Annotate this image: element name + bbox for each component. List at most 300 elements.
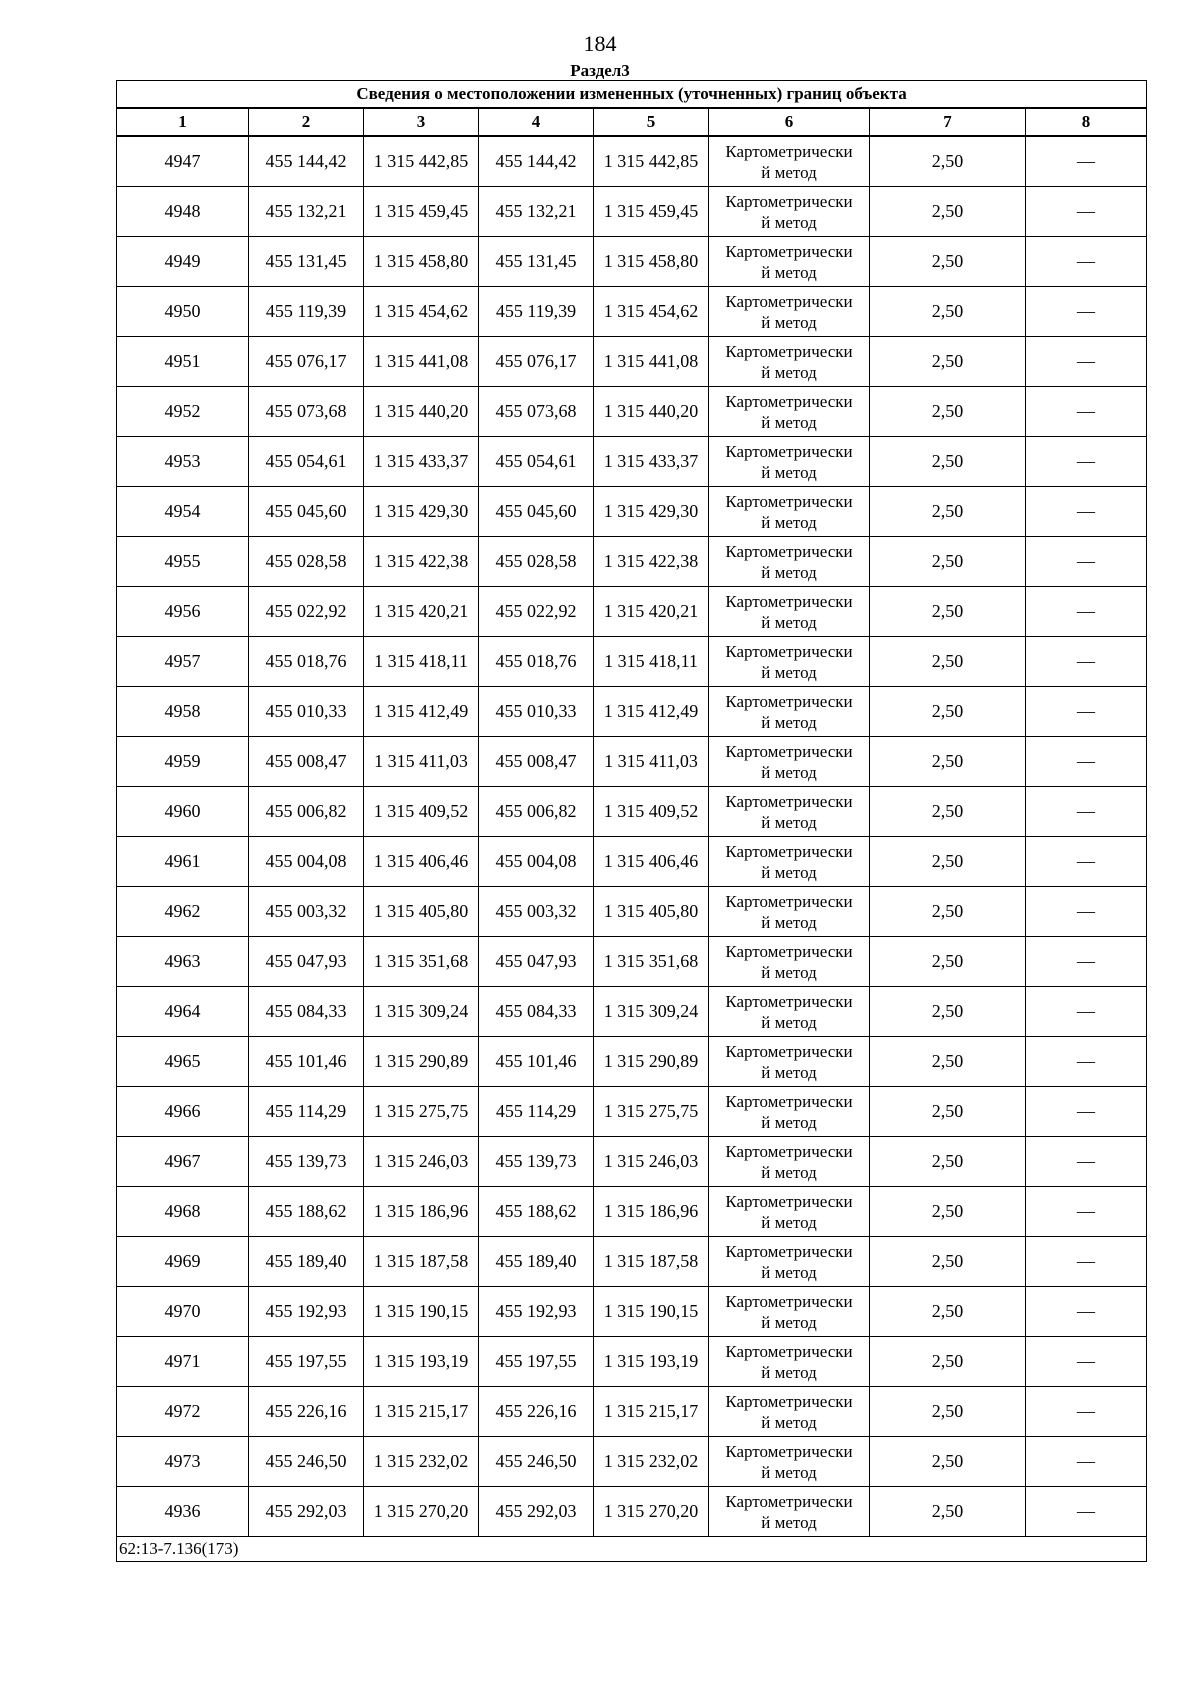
coord-x-old-cell: 455 131,45 [249, 237, 364, 287]
coord-y-old-cell: 1 315 420,21 [364, 587, 479, 637]
accuracy-cell: 2,50 [870, 887, 1026, 937]
coord-y-new-cell: 1 315 215,17 [594, 1387, 709, 1437]
point-number-cell: 4965 [117, 1037, 249, 1087]
page-number: 184 [583, 31, 617, 56]
method-line-2: й метод [761, 262, 817, 282]
table-row [117, 1037, 1147, 1087]
coord-x-new-cell: 455 139,73 [479, 1137, 594, 1187]
method-line-2: й метод [761, 1462, 817, 1482]
table-row [117, 737, 1147, 787]
table-caption: Сведения о местоположении измененных (уточненных) границ объекта [117, 81, 1147, 109]
coord-x-old-cell: 455 018,76 [249, 637, 364, 687]
column-header-6: 6 [709, 108, 870, 136]
description-cell: — [1026, 387, 1147, 437]
table-row [117, 1287, 1147, 1337]
coord-y-old-cell: 1 315 442,85 [364, 136, 479, 187]
method-line-1: Картометрически [725, 441, 853, 461]
point-number-cell: 4964 [117, 987, 249, 1037]
coord-x-new-cell: 455 144,42 [479, 136, 594, 187]
method-cell [709, 787, 870, 837]
method-line-2: й метод [761, 562, 817, 582]
method-cell [709, 437, 870, 487]
section-title: Раздел3 [570, 61, 630, 80]
method-cell [709, 1437, 870, 1487]
method-line-1: Картометрически [725, 891, 853, 911]
method-cell [709, 387, 870, 437]
accuracy-cell: 2,50 [870, 837, 1026, 887]
column-header-2: 2 [249, 108, 364, 136]
description-cell: — [1026, 937, 1147, 987]
method-line-2: й метод [761, 962, 817, 982]
description-cell: — [1026, 537, 1147, 587]
coord-x-old-cell: 455 246,50 [249, 1437, 364, 1487]
coord-y-new-cell: 1 315 459,45 [594, 187, 709, 237]
coord-y-old-cell: 1 315 405,80 [364, 887, 479, 937]
coord-x-new-cell: 455 226,16 [479, 1387, 594, 1437]
coord-y-new-cell: 1 315 454,62 [594, 287, 709, 337]
coord-y-old-cell: 1 315 422,38 [364, 537, 479, 587]
coord-y-new-cell: 1 315 190,15 [594, 1287, 709, 1337]
coord-y-old-cell: 1 315 409,52 [364, 787, 479, 837]
method-line-1: Картометрически [725, 1141, 853, 1161]
coord-y-new-cell: 1 315 193,19 [594, 1337, 709, 1387]
table-row [117, 787, 1147, 837]
description-cell: — [1026, 837, 1147, 887]
footer-note: 62:13-7.136(173) [117, 1537, 1147, 1562]
description-cell: — [1026, 237, 1147, 287]
method-cell [709, 487, 870, 537]
coord-y-old-cell: 1 315 412,49 [364, 687, 479, 737]
coord-y-new-cell: 1 315 411,03 [594, 737, 709, 787]
method-line-2: й метод [761, 462, 817, 482]
coord-y-old-cell: 1 315 440,20 [364, 387, 479, 437]
method-line-2: й метод [761, 312, 817, 332]
point-number-cell: 4971 [117, 1337, 249, 1387]
method-line-1: Картометрически [725, 1441, 853, 1461]
coord-y-new-cell: 1 315 406,46 [594, 837, 709, 887]
table-row [117, 1387, 1147, 1437]
coord-x-old-cell: 455 114,29 [249, 1087, 364, 1137]
description-cell: — [1026, 637, 1147, 687]
coord-y-old-cell: 1 315 406,46 [364, 837, 479, 887]
accuracy-cell: 2,50 [870, 437, 1026, 487]
coord-x-old-cell: 455 028,58 [249, 537, 364, 587]
point-number-cell: 4957 [117, 637, 249, 687]
method-line-1: Картометрически [725, 1191, 853, 1211]
coord-y-old-cell: 1 315 275,75 [364, 1087, 479, 1137]
coord-y-new-cell: 1 315 441,08 [594, 337, 709, 387]
coord-x-new-cell: 455 045,60 [479, 487, 594, 537]
table-row [117, 1437, 1147, 1487]
coord-y-new-cell: 1 315 429,30 [594, 487, 709, 537]
point-number-cell: 4959 [117, 737, 249, 787]
point-number-cell: 4968 [117, 1187, 249, 1237]
coord-x-old-cell: 455 084,33 [249, 987, 364, 1037]
method-cell [709, 637, 870, 687]
description-cell: — [1026, 1087, 1147, 1137]
coord-x-old-cell: 455 101,46 [249, 1037, 364, 1087]
accuracy-cell: 2,50 [870, 1487, 1026, 1537]
point-number-cell: 4950 [117, 287, 249, 337]
coord-x-new-cell: 455 008,47 [479, 737, 594, 787]
description-cell: — [1026, 1487, 1147, 1537]
method-cell [709, 687, 870, 737]
method-line-2: й метод [761, 1312, 817, 1332]
method-line-1: Картометрически [725, 1341, 853, 1361]
coord-y-old-cell: 1 315 246,03 [364, 1137, 479, 1187]
coord-y-new-cell: 1 315 275,75 [594, 1087, 709, 1137]
coordinates-table [116, 80, 1147, 1562]
method-line-2: й метод [761, 862, 817, 882]
method-line-2: й метод [761, 412, 817, 432]
accuracy-cell: 2,50 [870, 1087, 1026, 1137]
table-row [117, 887, 1147, 937]
coord-y-new-cell: 1 315 405,80 [594, 887, 709, 937]
table-row [117, 1187, 1147, 1237]
coord-x-new-cell: 455 131,45 [479, 237, 594, 287]
point-number-cell: 4948 [117, 187, 249, 237]
coord-y-new-cell: 1 315 420,21 [594, 587, 709, 637]
column-header-3: 3 [364, 108, 479, 136]
method-line-2: й метод [761, 512, 817, 532]
description-cell: — [1026, 737, 1147, 787]
point-number-cell: 4951 [117, 337, 249, 387]
coord-y-old-cell: 1 315 270,20 [364, 1487, 479, 1537]
accuracy-cell: 2,50 [870, 337, 1026, 387]
coord-x-old-cell: 455 004,08 [249, 837, 364, 887]
method-line-2: й метод [761, 712, 817, 732]
method-line-2: й метод [761, 1112, 817, 1132]
method-line-1: Картометрически [725, 1241, 853, 1261]
coord-x-old-cell: 455 003,32 [249, 887, 364, 937]
accuracy-cell: 2,50 [870, 987, 1026, 1037]
description-cell: — [1026, 787, 1147, 837]
method-cell [709, 1087, 870, 1137]
method-cell [709, 337, 870, 387]
accuracy-cell: 2,50 [870, 1187, 1026, 1237]
coord-y-old-cell: 1 315 418,11 [364, 637, 479, 687]
description-cell: — [1026, 187, 1147, 237]
coord-x-old-cell: 455 045,60 [249, 487, 364, 537]
coord-y-old-cell: 1 315 441,08 [364, 337, 479, 387]
coord-y-new-cell: 1 315 309,24 [594, 987, 709, 1037]
point-number-cell: 4954 [117, 487, 249, 537]
table-row [117, 1137, 1147, 1187]
table-row [117, 1087, 1147, 1137]
table-row [117, 687, 1147, 737]
method-cell [709, 587, 870, 637]
method-cell [709, 1487, 870, 1537]
method-cell [709, 937, 870, 987]
coord-y-new-cell: 1 315 186,96 [594, 1187, 709, 1237]
method-line-1: Картометрически [725, 491, 853, 511]
coord-y-new-cell: 1 315 422,38 [594, 537, 709, 587]
coord-x-new-cell: 455 197,55 [479, 1337, 594, 1387]
coord-x-new-cell: 455 132,21 [479, 187, 594, 237]
method-cell [709, 187, 870, 237]
accuracy-cell: 2,50 [870, 637, 1026, 687]
method-cell [709, 537, 870, 587]
method-line-1: Картометрически [725, 1491, 853, 1511]
accuracy-cell: 2,50 [870, 937, 1026, 987]
coord-x-new-cell: 455 006,82 [479, 787, 594, 837]
table-row [117, 187, 1147, 237]
accuracy-cell: 2,50 [870, 487, 1026, 537]
coord-x-new-cell: 455 246,50 [479, 1437, 594, 1487]
coord-x-new-cell: 455 010,33 [479, 687, 594, 737]
coord-y-new-cell: 1 315 409,52 [594, 787, 709, 837]
method-line-1: Картометрически [725, 591, 853, 611]
point-number-cell: 4947 [117, 136, 249, 187]
table-row [117, 837, 1147, 887]
column-header-7: 7 [870, 108, 1026, 136]
coord-x-old-cell: 455 006,82 [249, 787, 364, 837]
coord-y-new-cell: 1 315 351,68 [594, 937, 709, 987]
method-line-1: Картометрически [725, 1091, 853, 1111]
coord-x-new-cell: 455 047,93 [479, 937, 594, 987]
method-line-2: й метод [761, 1262, 817, 1282]
method-cell [709, 1137, 870, 1187]
description-cell: — [1026, 437, 1147, 487]
coord-x-new-cell: 455 054,61 [479, 437, 594, 487]
description-cell: — [1026, 337, 1147, 387]
coord-y-old-cell: 1 315 232,02 [364, 1437, 479, 1487]
method-line-2: й метод [761, 212, 817, 232]
table-row [117, 437, 1147, 487]
coord-x-new-cell: 455 114,29 [479, 1087, 594, 1137]
accuracy-cell: 2,50 [870, 1237, 1026, 1287]
coord-y-old-cell: 1 315 351,68 [364, 937, 479, 987]
point-number-cell: 4961 [117, 837, 249, 887]
coord-x-new-cell: 455 292,03 [479, 1487, 594, 1537]
coord-x-old-cell: 455 008,47 [249, 737, 364, 787]
accuracy-cell: 2,50 [870, 387, 1026, 437]
description-cell: — [1026, 887, 1147, 937]
accuracy-cell: 2,50 [870, 537, 1026, 587]
accuracy-cell: 2,50 [870, 1037, 1026, 1087]
point-number-cell: 4967 [117, 1137, 249, 1187]
point-number-cell: 4969 [117, 1237, 249, 1287]
method-line-1: Картометрически [725, 391, 853, 411]
method-line-2: й метод [761, 762, 817, 782]
coord-x-new-cell: 455 022,92 [479, 587, 594, 637]
method-line-1: Картометрически [725, 691, 853, 711]
description-cell: — [1026, 1187, 1147, 1237]
method-line-1: Картометрически [725, 991, 853, 1011]
method-line-1: Картометрически [725, 641, 853, 661]
method-cell [709, 237, 870, 287]
method-line-2: й метод [761, 1012, 817, 1032]
coord-y-old-cell: 1 315 459,45 [364, 187, 479, 237]
coord-x-old-cell: 455 189,40 [249, 1237, 364, 1287]
description-cell: — [1026, 1387, 1147, 1437]
coord-x-old-cell: 455 047,93 [249, 937, 364, 987]
table-row [117, 136, 1147, 187]
point-number-cell: 4953 [117, 437, 249, 487]
accuracy-cell: 2,50 [870, 1387, 1026, 1437]
point-number-cell: 4970 [117, 1287, 249, 1337]
coord-x-new-cell: 455 028,58 [479, 537, 594, 587]
method-line-2: й метод [761, 1212, 817, 1232]
method-cell [709, 136, 870, 187]
coord-x-new-cell: 455 101,46 [479, 1037, 594, 1087]
method-line-2: й метод [761, 1412, 817, 1432]
coord-x-new-cell: 455 004,08 [479, 837, 594, 887]
method-line-1: Картометрически [725, 741, 853, 761]
coord-x-old-cell: 455 073,68 [249, 387, 364, 437]
coord-y-new-cell: 1 315 458,80 [594, 237, 709, 287]
point-number-cell: 4966 [117, 1087, 249, 1137]
coord-y-new-cell: 1 315 187,58 [594, 1237, 709, 1287]
method-line-2: й метод [761, 162, 817, 182]
point-number-cell: 4973 [117, 1437, 249, 1487]
column-header-1: 1 [117, 108, 249, 136]
coord-y-new-cell: 1 315 440,20 [594, 387, 709, 437]
column-header-4: 4 [479, 108, 594, 136]
coord-x-new-cell: 455 119,39 [479, 287, 594, 337]
method-cell [709, 837, 870, 887]
coord-x-new-cell: 455 073,68 [479, 387, 594, 437]
coord-x-new-cell: 455 188,62 [479, 1187, 594, 1237]
method-line-1: Картометрически [725, 191, 853, 211]
table-row [117, 637, 1147, 687]
coord-x-new-cell: 455 084,33 [479, 987, 594, 1037]
coord-x-new-cell: 455 189,40 [479, 1237, 594, 1287]
description-cell: — [1026, 687, 1147, 737]
method-line-2: й метод [761, 362, 817, 382]
accuracy-cell: 2,50 [870, 737, 1026, 787]
accuracy-cell: 2,50 [870, 1137, 1026, 1187]
accuracy-cell: 2,50 [870, 587, 1026, 637]
coord-y-new-cell: 1 315 232,02 [594, 1437, 709, 1487]
table-row [117, 487, 1147, 537]
table-row [117, 337, 1147, 387]
coord-y-new-cell: 1 315 418,11 [594, 637, 709, 687]
method-line-1: Картометрически [725, 791, 853, 811]
column-header-row [117, 108, 1147, 136]
coord-y-old-cell: 1 315 187,58 [364, 1237, 479, 1287]
table-row [117, 1237, 1147, 1287]
column-header-5: 5 [594, 108, 709, 136]
coord-y-old-cell: 1 315 193,19 [364, 1337, 479, 1387]
coord-x-new-cell: 455 076,17 [479, 337, 594, 387]
description-cell: — [1026, 1437, 1147, 1487]
method-cell [709, 287, 870, 337]
coord-y-new-cell: 1 315 270,20 [594, 1487, 709, 1537]
method-cell [709, 1387, 870, 1437]
accuracy-cell: 2,50 [870, 1287, 1026, 1337]
accuracy-cell: 2,50 [870, 787, 1026, 837]
point-number-cell: 4955 [117, 537, 249, 587]
table-row [117, 1487, 1147, 1537]
coord-y-old-cell: 1 315 186,96 [364, 1187, 479, 1237]
coord-y-new-cell: 1 315 290,89 [594, 1037, 709, 1087]
coord-x-old-cell: 455 119,39 [249, 287, 364, 337]
point-number-cell: 4956 [117, 587, 249, 637]
table-row [117, 987, 1147, 1037]
coord-x-old-cell: 455 022,92 [249, 587, 364, 637]
method-line-1: Картометрически [725, 1041, 853, 1061]
accuracy-cell: 2,50 [870, 237, 1026, 287]
method-line-2: й метод [761, 662, 817, 682]
point-number-cell: 4972 [117, 1387, 249, 1437]
accuracy-cell: 2,50 [870, 1337, 1026, 1387]
description-cell: — [1026, 987, 1147, 1037]
point-number-cell: 4963 [117, 937, 249, 987]
method-line-2: й метод [761, 1362, 817, 1382]
coord-y-old-cell: 1 315 429,30 [364, 487, 479, 537]
coord-x-old-cell: 455 144,42 [249, 136, 364, 187]
method-cell [709, 1287, 870, 1337]
method-cell [709, 1037, 870, 1087]
table-row [117, 937, 1147, 987]
coord-x-old-cell: 455 132,21 [249, 187, 364, 237]
coord-y-old-cell: 1 315 215,17 [364, 1387, 479, 1437]
point-number-cell: 4949 [117, 237, 249, 287]
coord-y-new-cell: 1 315 433,37 [594, 437, 709, 487]
method-line-2: й метод [761, 812, 817, 832]
point-number-cell: 4960 [117, 787, 249, 837]
point-number-cell: 4952 [117, 387, 249, 437]
method-cell [709, 887, 870, 937]
table-row [117, 587, 1147, 637]
method-cell [709, 987, 870, 1037]
accuracy-cell: 2,50 [870, 1437, 1026, 1487]
method-line-1: Картометрически [725, 541, 853, 561]
coord-x-old-cell: 455 139,73 [249, 1137, 364, 1187]
coord-y-old-cell: 1 315 309,24 [364, 987, 479, 1037]
coord-y-old-cell: 1 315 433,37 [364, 437, 479, 487]
description-cell: — [1026, 287, 1147, 337]
method-line-1: Картометрически [725, 941, 853, 961]
accuracy-cell: 2,50 [870, 687, 1026, 737]
method-line-1: Картометрически [725, 1391, 853, 1411]
method-line-2: й метод [761, 912, 817, 932]
method-line-2: й метод [761, 1512, 817, 1532]
method-line-1: Картометрически [725, 841, 853, 861]
table-row [117, 1337, 1147, 1387]
table-row [117, 287, 1147, 337]
method-cell [709, 1187, 870, 1237]
coord-y-old-cell: 1 315 458,80 [364, 237, 479, 287]
coord-y-new-cell: 1 315 412,49 [594, 687, 709, 737]
point-number-cell: 4958 [117, 687, 249, 737]
table-row [117, 387, 1147, 437]
method-cell [709, 737, 870, 787]
coord-x-old-cell: 455 197,55 [249, 1337, 364, 1387]
coord-y-new-cell: 1 315 442,85 [594, 136, 709, 187]
coord-x-old-cell: 455 192,93 [249, 1287, 364, 1337]
method-line-2: й метод [761, 1162, 817, 1182]
coord-y-old-cell: 1 315 190,15 [364, 1287, 479, 1337]
accuracy-cell: 2,50 [870, 287, 1026, 337]
description-cell: — [1026, 136, 1147, 187]
accuracy-cell: 2,50 [870, 187, 1026, 237]
coord-x-old-cell: 455 076,17 [249, 337, 364, 387]
coord-x-new-cell: 455 003,32 [479, 887, 594, 937]
method-cell [709, 1337, 870, 1387]
table-row [117, 237, 1147, 287]
table-body [117, 136, 1147, 1537]
table-row [117, 537, 1147, 587]
method-line-1: Картометрически [725, 241, 853, 261]
coord-x-old-cell: 455 292,03 [249, 1487, 364, 1537]
method-line-2: й метод [761, 1062, 817, 1082]
method-line-1: Картометрически [725, 1291, 853, 1311]
coord-y-old-cell: 1 315 290,89 [364, 1037, 479, 1087]
coord-y-new-cell: 1 315 246,03 [594, 1137, 709, 1187]
description-cell: — [1026, 1287, 1147, 1337]
